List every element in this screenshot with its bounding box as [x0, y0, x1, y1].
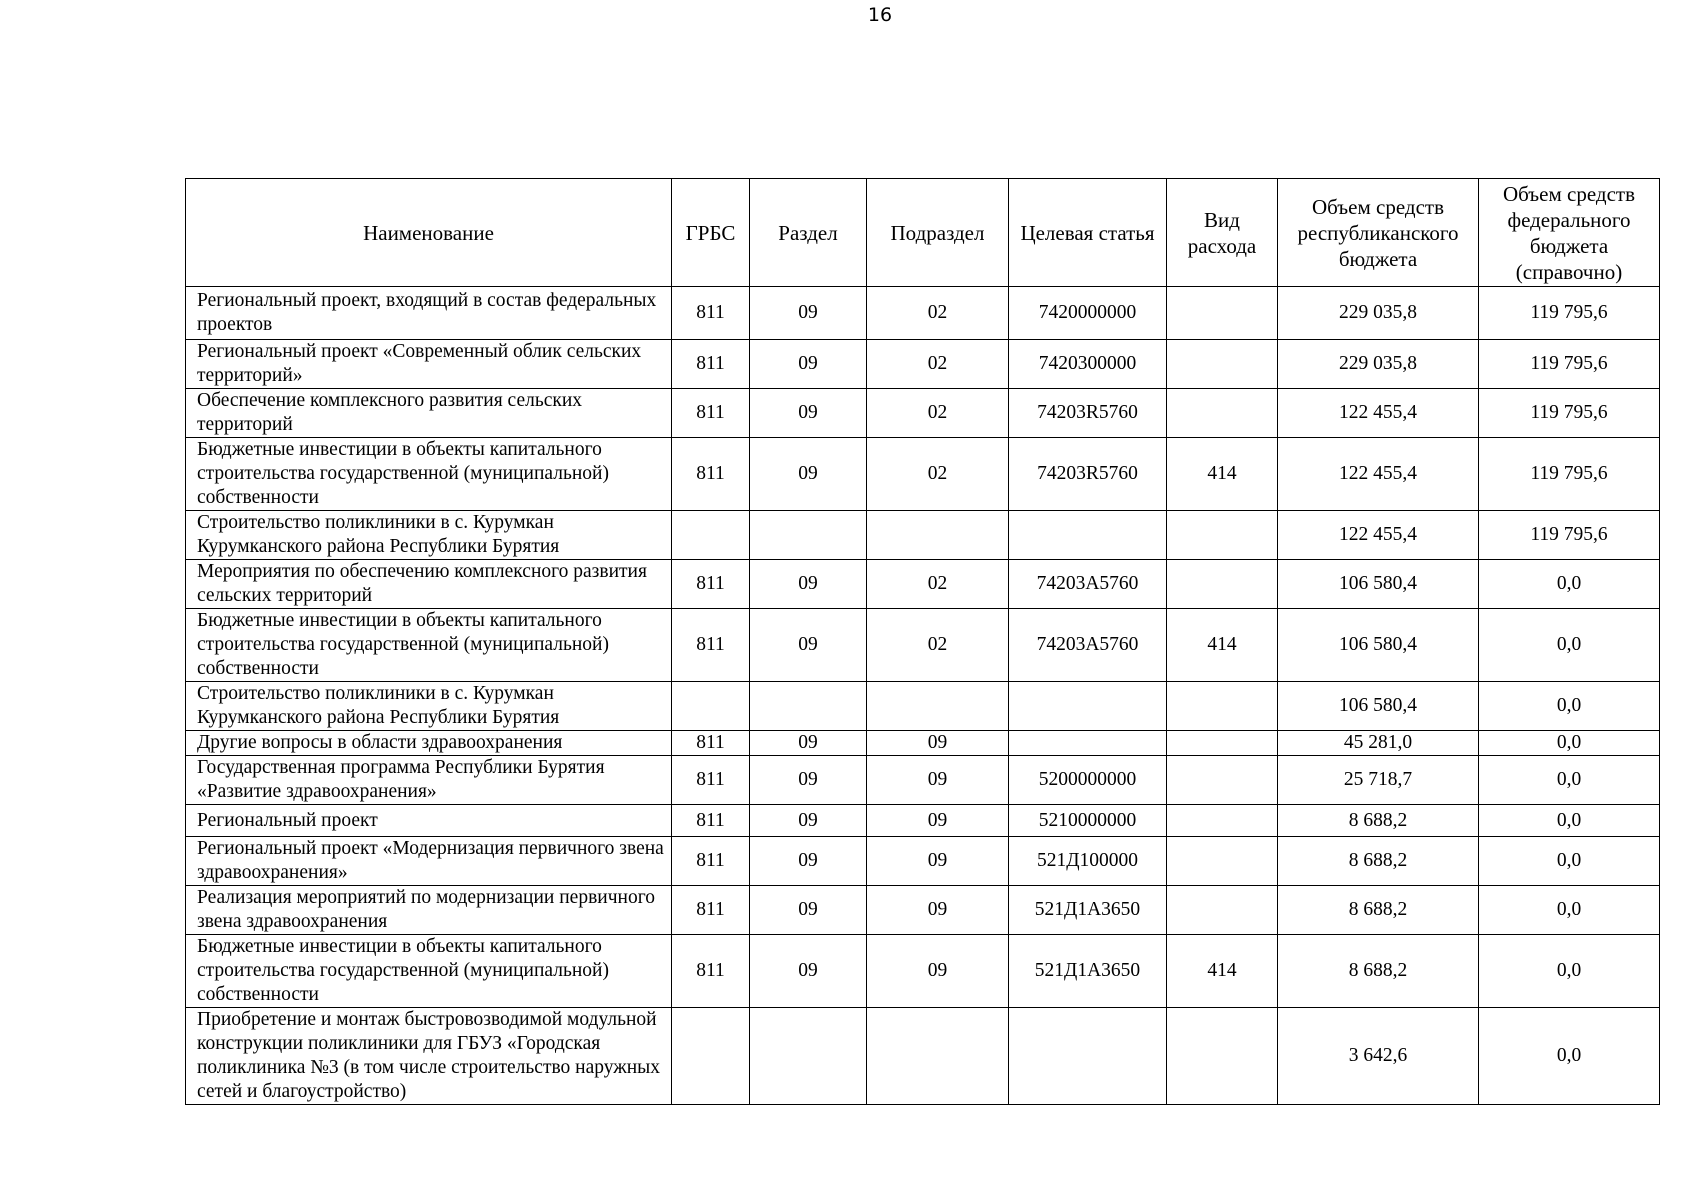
cell-celevaya-statya: 5200000000	[1009, 756, 1167, 805]
cell-razdel	[750, 682, 867, 731]
cell-podrazdel: 09	[867, 731, 1009, 756]
cell-federal-budget: 0,0	[1479, 560, 1660, 609]
cell-celevaya-statya	[1009, 731, 1167, 756]
cell-federal-budget: 0,0	[1479, 731, 1660, 756]
cell-grbs	[672, 682, 750, 731]
cell-republic-budget: 8 688,2	[1278, 805, 1479, 837]
cell-name: Региональный проект, входящий в состав федеральных проектов	[186, 287, 672, 340]
cell-federal-budget: 119 795,6	[1479, 438, 1660, 511]
cell-republic-budget: 106 580,4	[1278, 609, 1479, 682]
table-row	[186, 340, 1660, 389]
cell-republic-budget: 8 688,2	[1278, 886, 1479, 935]
cell-federal-budget: 0,0	[1479, 609, 1660, 682]
cell-republic-budget: 229 035,8	[1278, 287, 1479, 340]
header-celevaya-statya: Целевая статья	[1009, 179, 1167, 287]
cell-grbs: 811	[672, 886, 750, 935]
cell-vid-raskhoda	[1167, 805, 1278, 837]
cell-name: Другие вопросы в области здравоохранения	[186, 731, 672, 756]
cell-razdel: 09	[750, 389, 867, 438]
cell-republic-budget: 8 688,2	[1278, 837, 1479, 886]
header-razdel: Раздел	[750, 179, 867, 287]
cell-podrazdel: 02	[867, 287, 1009, 340]
header-republic-budget: Объем средств республиканского бюджета	[1278, 179, 1479, 287]
cell-federal-budget: 119 795,6	[1479, 287, 1660, 340]
cell-name: Государственная программа Республики Бурятия «Развитие здравоохранения»	[186, 756, 672, 805]
cell-republic-budget: 8 688,2	[1278, 935, 1479, 1008]
cell-razdel: 09	[750, 756, 867, 805]
cell-podrazdel	[867, 682, 1009, 731]
table-row	[186, 287, 1660, 340]
cell-republic-budget: 122 455,4	[1278, 389, 1479, 438]
table-row	[186, 805, 1660, 837]
cell-podrazdel: 02	[867, 438, 1009, 511]
cell-grbs: 811	[672, 287, 750, 340]
table-row	[186, 609, 1660, 682]
cell-grbs: 811	[672, 935, 750, 1008]
table-row	[186, 438, 1660, 511]
cell-podrazdel: 09	[867, 886, 1009, 935]
cell-republic-budget: 229 035,8	[1278, 340, 1479, 389]
cell-celevaya-statya: 521Д100000	[1009, 837, 1167, 886]
cell-vid-raskhoda	[1167, 837, 1278, 886]
cell-celevaya-statya: 74203R5760	[1009, 438, 1167, 511]
cell-republic-budget: 122 455,4	[1278, 438, 1479, 511]
cell-podrazdel: 02	[867, 340, 1009, 389]
table-row	[186, 1008, 1660, 1105]
cell-grbs: 811	[672, 731, 750, 756]
cell-celevaya-statya: 7420000000	[1009, 287, 1167, 340]
cell-podrazdel: 09	[867, 756, 1009, 805]
cell-vid-raskhoda	[1167, 682, 1278, 731]
cell-federal-budget: 0,0	[1479, 935, 1660, 1008]
cell-republic-budget: 3 642,6	[1278, 1008, 1479, 1105]
table-row	[186, 389, 1660, 438]
cell-vid-raskhoda	[1167, 731, 1278, 756]
cell-name: Региональный проект	[186, 805, 672, 837]
cell-razdel: 09	[750, 340, 867, 389]
table-row	[186, 935, 1660, 1008]
cell-republic-budget: 25 718,7	[1278, 756, 1479, 805]
cell-name: Региональный проект «Модернизация первичного звена здравоохранения»	[186, 837, 672, 886]
cell-grbs: 811	[672, 756, 750, 805]
header-grbs: ГРБС	[672, 179, 750, 287]
cell-podrazdel: 02	[867, 609, 1009, 682]
table-row	[186, 756, 1660, 805]
cell-federal-budget: 119 795,6	[1479, 340, 1660, 389]
cell-razdel: 09	[750, 837, 867, 886]
cell-name: Бюджетные инвестиции в объекты капитального строительства государственной (муниципальной) собственности	[186, 935, 672, 1008]
cell-razdel: 09	[750, 935, 867, 1008]
page-number: 16	[867, 4, 893, 26]
cell-podrazdel: 09	[867, 837, 1009, 886]
cell-podrazdel: 09	[867, 805, 1009, 837]
cell-celevaya-statya: 5210000000	[1009, 805, 1167, 837]
cell-razdel	[750, 511, 867, 560]
cell-celevaya-statya: 521Д1А3650	[1009, 935, 1167, 1008]
cell-vid-raskhoda	[1167, 287, 1278, 340]
cell-razdel: 09	[750, 560, 867, 609]
cell-federal-budget: 0,0	[1479, 1008, 1660, 1105]
cell-razdel: 09	[750, 731, 867, 756]
header-podrazdel: Подраздел	[867, 179, 1009, 287]
cell-podrazdel: 09	[867, 935, 1009, 1008]
cell-vid-raskhoda	[1167, 1008, 1278, 1105]
cell-vid-raskhoda: 414	[1167, 609, 1278, 682]
cell-republic-budget: 45 281,0	[1278, 731, 1479, 756]
table-row	[186, 731, 1660, 756]
cell-grbs: 811	[672, 805, 750, 837]
cell-vid-raskhoda: 414	[1167, 935, 1278, 1008]
header-name: Наименование	[186, 179, 672, 287]
cell-celevaya-statya	[1009, 511, 1167, 560]
cell-federal-budget: 119 795,6	[1479, 389, 1660, 438]
cell-celevaya-statya: 74203A5760	[1009, 609, 1167, 682]
cell-grbs: 811	[672, 837, 750, 886]
cell-name: Приобретение и монтаж быстровозводимой модульной конструкции поликлиники для ГБУЗ «Городская поликлиника №3 (в том числе строительство наружных сетей и благоустройство)	[186, 1008, 672, 1105]
cell-podrazdel: 02	[867, 389, 1009, 438]
cell-grbs: 811	[672, 340, 750, 389]
cell-federal-budget: 0,0	[1479, 805, 1660, 837]
cell-name: Бюджетные инвестиции в объекты капитального строительства государственной (муниципальной) собственности	[186, 609, 672, 682]
cell-razdel: 09	[750, 438, 867, 511]
cell-grbs: 811	[672, 560, 750, 609]
header-vid-raskhoda: Вид расхода	[1167, 179, 1278, 287]
cell-celevaya-statya: 74203R5760	[1009, 389, 1167, 438]
cell-celevaya-statya: 7420300000	[1009, 340, 1167, 389]
cell-name: Строительство поликлиники в с. Курумкан Курумканского района Республики Бурятия	[186, 682, 672, 731]
cell-federal-budget: 119 795,6	[1479, 511, 1660, 560]
table-row	[186, 682, 1660, 731]
cell-name: Обеспечение комплексного развития сельских территорий	[186, 389, 672, 438]
budget-table	[185, 178, 1660, 1105]
cell-podrazdel	[867, 1008, 1009, 1105]
cell-name: Региональный проект «Современный облик сельских территорий»	[186, 340, 672, 389]
cell-republic-budget: 122 455,4	[1278, 511, 1479, 560]
cell-vid-raskhoda	[1167, 511, 1278, 560]
cell-razdel	[750, 1008, 867, 1105]
cell-name: Мероприятия по обеспечению комплексного развития сельских территорий	[186, 560, 672, 609]
cell-razdel: 09	[750, 287, 867, 340]
cell-name: Реализация мероприятий по модернизации первичного звена здравоохранения	[186, 886, 672, 935]
cell-razdel: 09	[750, 609, 867, 682]
cell-vid-raskhoda	[1167, 756, 1278, 805]
cell-celevaya-statya: 521Д1А3650	[1009, 886, 1167, 935]
cell-vid-raskhoda	[1167, 389, 1278, 438]
cell-razdel: 09	[750, 805, 867, 837]
cell-name: Бюджетные инвестиции в объекты капитального строительства государственной (муниципальной) собственности	[186, 438, 672, 511]
table-row	[186, 511, 1660, 560]
cell-name: Строительство поликлиники в с. Курумкан Курумканского района Республики Бурятия	[186, 511, 672, 560]
header-federal-budget: Объем средств федерального бюджета (справочно)	[1479, 179, 1660, 287]
cell-grbs	[672, 511, 750, 560]
table-header-row	[186, 179, 1660, 287]
cell-vid-raskhoda: 414	[1167, 438, 1278, 511]
cell-vid-raskhoda	[1167, 560, 1278, 609]
cell-celevaya-statya: 74203A5760	[1009, 560, 1167, 609]
cell-grbs: 811	[672, 438, 750, 511]
table-row	[186, 560, 1660, 609]
cell-grbs	[672, 1008, 750, 1105]
cell-podrazdel	[867, 511, 1009, 560]
cell-republic-budget: 106 580,4	[1278, 560, 1479, 609]
cell-celevaya-statya	[1009, 1008, 1167, 1105]
table-row	[186, 837, 1660, 886]
cell-celevaya-statya	[1009, 682, 1167, 731]
cell-razdel: 09	[750, 886, 867, 935]
cell-republic-budget: 106 580,4	[1278, 682, 1479, 731]
cell-federal-budget: 0,0	[1479, 837, 1660, 886]
table-body	[186, 287, 1660, 1105]
cell-vid-raskhoda	[1167, 886, 1278, 935]
cell-podrazdel: 02	[867, 560, 1009, 609]
cell-federal-budget: 0,0	[1479, 682, 1660, 731]
cell-federal-budget: 0,0	[1479, 756, 1660, 805]
table-row	[186, 886, 1660, 935]
cell-grbs: 811	[672, 389, 750, 438]
cell-federal-budget: 0,0	[1479, 886, 1660, 935]
cell-vid-raskhoda	[1167, 340, 1278, 389]
cell-grbs: 811	[672, 609, 750, 682]
